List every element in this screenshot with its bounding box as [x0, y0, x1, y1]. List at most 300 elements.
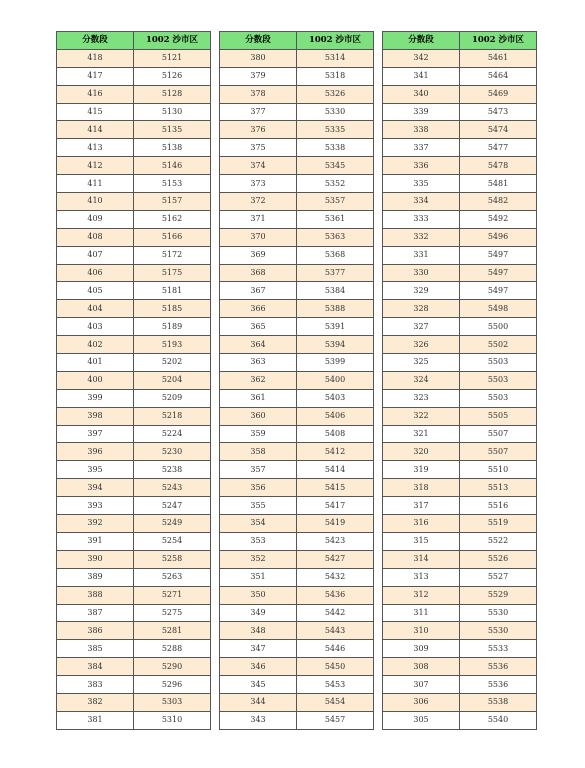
- score-cell: 379: [220, 67, 297, 85]
- count-cell: 5519: [460, 515, 537, 533]
- table-row: [383, 85, 537, 103]
- score-cell: 385: [57, 640, 134, 658]
- count-cell: 5482: [460, 193, 537, 211]
- count-cell: 5415: [297, 479, 374, 497]
- count-cell: 5162: [134, 210, 211, 228]
- count-cell: 5153: [134, 175, 211, 193]
- score-cell: 349: [220, 604, 297, 622]
- count-cell: 5503: [460, 371, 537, 389]
- count-cell: 5492: [460, 210, 537, 228]
- score-cell: 403: [57, 318, 134, 336]
- table-row: [383, 354, 537, 372]
- table-row: [220, 210, 374, 228]
- table-row: [383, 497, 537, 515]
- count-cell: 5522: [460, 532, 537, 550]
- score-cell: 345: [220, 676, 297, 694]
- count-cell: 5497: [460, 282, 537, 300]
- table-row: [383, 228, 537, 246]
- count-cell: 5510: [460, 461, 537, 479]
- table-row: [220, 711, 374, 729]
- table-row: [57, 67, 211, 85]
- score-range-header: 分数段: [383, 32, 460, 50]
- count-cell: 5474: [460, 121, 537, 139]
- score-cell: 407: [57, 246, 134, 264]
- table-row: [220, 175, 374, 193]
- table-row: [57, 425, 211, 443]
- score-cell: 369: [220, 246, 297, 264]
- score-cell: 404: [57, 300, 134, 318]
- count-cell: 5412: [297, 443, 374, 461]
- table-row: [220, 568, 374, 586]
- count-cell: 5473: [460, 103, 537, 121]
- count-cell: 5540: [460, 711, 537, 729]
- score-cell: 394: [57, 479, 134, 497]
- table-row: [220, 515, 374, 533]
- table-row: [383, 318, 537, 336]
- table-row: [383, 604, 537, 622]
- table-row: [383, 264, 537, 282]
- count-cell: 5526: [460, 550, 537, 568]
- score-cell: 340: [383, 85, 460, 103]
- score-cell: 332: [383, 228, 460, 246]
- table-row: [220, 49, 374, 67]
- score-cell: 350: [220, 586, 297, 604]
- count-cell: 5478: [460, 157, 537, 175]
- count-cell: 5443: [297, 622, 374, 640]
- table-row: [383, 640, 537, 658]
- score-table-3: [382, 31, 537, 730]
- count-cell: 5290: [134, 658, 211, 676]
- table-row: [383, 246, 537, 264]
- score-cell: 336: [383, 157, 460, 175]
- score-cell: 360: [220, 407, 297, 425]
- table-row: [220, 354, 374, 372]
- count-cell: 5538: [460, 693, 537, 711]
- count-cell: 5384: [297, 282, 374, 300]
- score-cell: 321: [383, 425, 460, 443]
- count-cell: 5450: [297, 658, 374, 676]
- count-cell: 5503: [460, 389, 537, 407]
- count-cell: 5427: [297, 550, 374, 568]
- table-row: [220, 121, 374, 139]
- count-cell: 5288: [134, 640, 211, 658]
- table-row: [57, 640, 211, 658]
- count-cell: 5271: [134, 586, 211, 604]
- count-cell: 5185: [134, 300, 211, 318]
- score-cell: 391: [57, 532, 134, 550]
- district-header: 1002 沙市区: [460, 32, 537, 50]
- table-row: [220, 443, 374, 461]
- table-row: [383, 193, 537, 211]
- count-cell: 5254: [134, 532, 211, 550]
- table-row: [383, 371, 537, 389]
- score-cell: 337: [383, 139, 460, 157]
- table-row: [220, 532, 374, 550]
- table-row: [383, 282, 537, 300]
- count-cell: 5166: [134, 228, 211, 246]
- score-cell: 308: [383, 658, 460, 676]
- table-row: [383, 515, 537, 533]
- count-cell: 5193: [134, 336, 211, 354]
- count-cell: 5247: [134, 497, 211, 515]
- score-cell: 331: [383, 246, 460, 264]
- score-cell: 351: [220, 568, 297, 586]
- table-row: [57, 693, 211, 711]
- count-cell: 5496: [460, 228, 537, 246]
- count-cell: 5481: [460, 175, 537, 193]
- table-row: [220, 640, 374, 658]
- score-cell: 402: [57, 336, 134, 354]
- score-cell: 307: [383, 676, 460, 694]
- table-row: [57, 246, 211, 264]
- score-cell: 316: [383, 515, 460, 533]
- score-cell: 346: [220, 658, 297, 676]
- score-cell: 334: [383, 193, 460, 211]
- table-row: [383, 49, 537, 67]
- count-cell: 5258: [134, 550, 211, 568]
- table-row: [383, 693, 537, 711]
- score-cell: 329: [383, 282, 460, 300]
- score-cell: 418: [57, 49, 134, 67]
- count-cell: 5498: [460, 300, 537, 318]
- score-cell: 310: [383, 622, 460, 640]
- score-cell: 339: [383, 103, 460, 121]
- score-cell: 354: [220, 515, 297, 533]
- score-cell: 361: [220, 389, 297, 407]
- count-cell: 5497: [460, 246, 537, 264]
- table-row: [220, 264, 374, 282]
- count-cell: 5500: [460, 318, 537, 336]
- score-cell: 411: [57, 175, 134, 193]
- table-row: [220, 586, 374, 604]
- count-cell: 5408: [297, 425, 374, 443]
- table-row: [220, 103, 374, 121]
- score-cell: 365: [220, 318, 297, 336]
- score-cell: 398: [57, 407, 134, 425]
- score-cell: 318: [383, 479, 460, 497]
- count-cell: 5275: [134, 604, 211, 622]
- count-cell: 5361: [297, 210, 374, 228]
- count-cell: 5388: [297, 300, 374, 318]
- count-cell: 5263: [134, 568, 211, 586]
- score-cell: 381: [57, 711, 134, 729]
- count-cell: 5529: [460, 586, 537, 604]
- table-row: [57, 139, 211, 157]
- count-cell: 5507: [460, 443, 537, 461]
- table-row: [220, 550, 374, 568]
- score-cell: 383: [57, 676, 134, 694]
- score-cell: 352: [220, 550, 297, 568]
- count-cell: 5432: [297, 568, 374, 586]
- count-cell: 5157: [134, 193, 211, 211]
- count-cell: 5204: [134, 371, 211, 389]
- score-cell: 366: [220, 300, 297, 318]
- table-row: [57, 515, 211, 533]
- count-cell: 5516: [460, 497, 537, 515]
- table-row: [383, 407, 537, 425]
- table-row: [57, 711, 211, 729]
- count-cell: 5345: [297, 157, 374, 175]
- table-row: [57, 604, 211, 622]
- score-cell: 356: [220, 479, 297, 497]
- score-cell: 387: [57, 604, 134, 622]
- count-cell: 5533: [460, 640, 537, 658]
- count-cell: 5121: [134, 49, 211, 67]
- score-cell: 397: [57, 425, 134, 443]
- count-cell: 5391: [297, 318, 374, 336]
- table-row: [383, 175, 537, 193]
- table-row: [57, 371, 211, 389]
- table-row: [57, 193, 211, 211]
- score-cell: 333: [383, 210, 460, 228]
- count-cell: 5303: [134, 693, 211, 711]
- table-row: [57, 318, 211, 336]
- table-row: [383, 532, 537, 550]
- count-cell: 5238: [134, 461, 211, 479]
- table-body: [383, 49, 537, 729]
- table-row: [220, 604, 374, 622]
- table-row: [383, 658, 537, 676]
- score-cell: 399: [57, 389, 134, 407]
- score-cell: 309: [383, 640, 460, 658]
- table-row: [383, 67, 537, 85]
- score-cell: 322: [383, 407, 460, 425]
- count-cell: 5461: [460, 49, 537, 67]
- table-row: [220, 67, 374, 85]
- score-cell: 406: [57, 264, 134, 282]
- count-cell: 5138: [134, 139, 211, 157]
- score-cell: 335: [383, 175, 460, 193]
- table-row: [383, 336, 537, 354]
- count-cell: 5403: [297, 389, 374, 407]
- count-cell: 5224: [134, 425, 211, 443]
- score-cell: 384: [57, 658, 134, 676]
- table-row: [220, 676, 374, 694]
- table-row: [57, 479, 211, 497]
- score-cell: 395: [57, 461, 134, 479]
- table-row: [220, 497, 374, 515]
- score-cell: 347: [220, 640, 297, 658]
- table-row: [220, 461, 374, 479]
- table-row: [57, 49, 211, 67]
- score-cell: 376: [220, 121, 297, 139]
- table-row: [383, 121, 537, 139]
- score-cell: 413: [57, 139, 134, 157]
- count-cell: 5417: [297, 497, 374, 515]
- score-cell: 358: [220, 443, 297, 461]
- count-cell: 5477: [460, 139, 537, 157]
- score-cell: 382: [57, 693, 134, 711]
- count-cell: 5281: [134, 622, 211, 640]
- score-cell: 393: [57, 497, 134, 515]
- count-cell: 5209: [134, 389, 211, 407]
- table-row: [220, 371, 374, 389]
- count-cell: 5497: [460, 264, 537, 282]
- table-row: [57, 586, 211, 604]
- score-cell: 417: [57, 67, 134, 85]
- count-cell: 5130: [134, 103, 211, 121]
- table-row: [383, 157, 537, 175]
- table-row: [383, 676, 537, 694]
- score-cell: 325: [383, 354, 460, 372]
- count-cell: 5454: [297, 693, 374, 711]
- table-row: [57, 443, 211, 461]
- table-row: [220, 318, 374, 336]
- count-cell: 5128: [134, 85, 211, 103]
- header-row: [220, 32, 374, 50]
- count-cell: 5352: [297, 175, 374, 193]
- score-cell: 405: [57, 282, 134, 300]
- score-cell: 363: [220, 354, 297, 372]
- count-cell: 5527: [460, 568, 537, 586]
- count-cell: 5335: [297, 121, 374, 139]
- count-cell: 5457: [297, 711, 374, 729]
- score-cell: 371: [220, 210, 297, 228]
- table-row: [220, 157, 374, 175]
- table-row: [57, 532, 211, 550]
- count-cell: 5330: [297, 103, 374, 121]
- table-row: [57, 121, 211, 139]
- table-row: [57, 336, 211, 354]
- header-row: [383, 32, 537, 50]
- table-row: [383, 425, 537, 443]
- count-cell: 5181: [134, 282, 211, 300]
- table-row: [383, 461, 537, 479]
- score-cell: 396: [57, 443, 134, 461]
- score-cell: 392: [57, 515, 134, 533]
- score-cell: 401: [57, 354, 134, 372]
- score-cell: 338: [383, 121, 460, 139]
- table-row: [220, 193, 374, 211]
- score-cell: 323: [383, 389, 460, 407]
- table-row: [57, 354, 211, 372]
- score-cell: 353: [220, 532, 297, 550]
- count-cell: 5502: [460, 336, 537, 354]
- score-cell: 390: [57, 550, 134, 568]
- count-cell: 5318: [297, 67, 374, 85]
- count-cell: 5406: [297, 407, 374, 425]
- table-row: [383, 300, 537, 318]
- score-cell: 409: [57, 210, 134, 228]
- count-cell: 5394: [297, 336, 374, 354]
- score-cell: 410: [57, 193, 134, 211]
- count-cell: 5249: [134, 515, 211, 533]
- count-cell: 5126: [134, 67, 211, 85]
- count-cell: 5363: [297, 228, 374, 246]
- score-cell: 388: [57, 586, 134, 604]
- table-row: [57, 175, 211, 193]
- score-cell: 341: [383, 67, 460, 85]
- table-row: [57, 622, 211, 640]
- table-row: [220, 139, 374, 157]
- count-cell: 5442: [297, 604, 374, 622]
- table-row: [57, 550, 211, 568]
- score-cell: 326: [383, 336, 460, 354]
- score-cell: 319: [383, 461, 460, 479]
- table-row: [383, 586, 537, 604]
- count-cell: 5326: [297, 85, 374, 103]
- table-row: [220, 658, 374, 676]
- score-cell: 355: [220, 497, 297, 515]
- score-cell: 305: [383, 711, 460, 729]
- score-cell: 330: [383, 264, 460, 282]
- score-cell: 367: [220, 282, 297, 300]
- table-row: [383, 210, 537, 228]
- district-header: 1002 沙市区: [297, 32, 374, 50]
- score-cell: 377: [220, 103, 297, 121]
- count-cell: 5357: [297, 193, 374, 211]
- table-row: [220, 479, 374, 497]
- table-row: [57, 228, 211, 246]
- count-cell: 5464: [460, 67, 537, 85]
- count-cell: 5530: [460, 604, 537, 622]
- score-cell: 400: [57, 371, 134, 389]
- count-cell: 5218: [134, 407, 211, 425]
- count-cell: 5513: [460, 479, 537, 497]
- score-cell: 327: [383, 318, 460, 336]
- count-cell: 5536: [460, 658, 537, 676]
- count-cell: 5189: [134, 318, 211, 336]
- count-cell: 5172: [134, 246, 211, 264]
- score-cell: 414: [57, 121, 134, 139]
- score-cell: 357: [220, 461, 297, 479]
- count-cell: 5230: [134, 443, 211, 461]
- header-row: [57, 32, 211, 50]
- table-row: [57, 461, 211, 479]
- table-row: [57, 85, 211, 103]
- count-cell: 5453: [297, 676, 374, 694]
- table-row: [383, 568, 537, 586]
- count-cell: 5243: [134, 479, 211, 497]
- table-row: [220, 246, 374, 264]
- table-row: [57, 676, 211, 694]
- district-header: 1002 沙市区: [134, 32, 211, 50]
- count-cell: 5536: [460, 676, 537, 694]
- count-cell: 5310: [134, 711, 211, 729]
- count-cell: 5414: [297, 461, 374, 479]
- count-cell: 5314: [297, 49, 374, 67]
- table-row: [220, 228, 374, 246]
- score-cell: 343: [220, 711, 297, 729]
- count-cell: 5368: [297, 246, 374, 264]
- table-row: [220, 622, 374, 640]
- table-row: [220, 693, 374, 711]
- table-row: [220, 389, 374, 407]
- count-cell: 5436: [297, 586, 374, 604]
- score-cell: 314: [383, 550, 460, 568]
- count-cell: 5419: [297, 515, 374, 533]
- score-cell: 386: [57, 622, 134, 640]
- score-cell: 328: [383, 300, 460, 318]
- count-cell: 5338: [297, 139, 374, 157]
- count-cell: 5469: [460, 85, 537, 103]
- score-cell: 317: [383, 497, 460, 515]
- score-range-header: 分数段: [220, 32, 297, 50]
- table-row: [383, 139, 537, 157]
- score-cell: 368: [220, 264, 297, 282]
- table-row: [383, 443, 537, 461]
- table-row: [57, 157, 211, 175]
- score-cell: 311: [383, 604, 460, 622]
- count-cell: 5530: [460, 622, 537, 640]
- score-cell: 389: [57, 568, 134, 586]
- score-cell: 313: [383, 568, 460, 586]
- count-cell: 5505: [460, 407, 537, 425]
- table-body: [57, 49, 211, 729]
- table-row: [57, 264, 211, 282]
- score-cell: 408: [57, 228, 134, 246]
- table-row: [57, 389, 211, 407]
